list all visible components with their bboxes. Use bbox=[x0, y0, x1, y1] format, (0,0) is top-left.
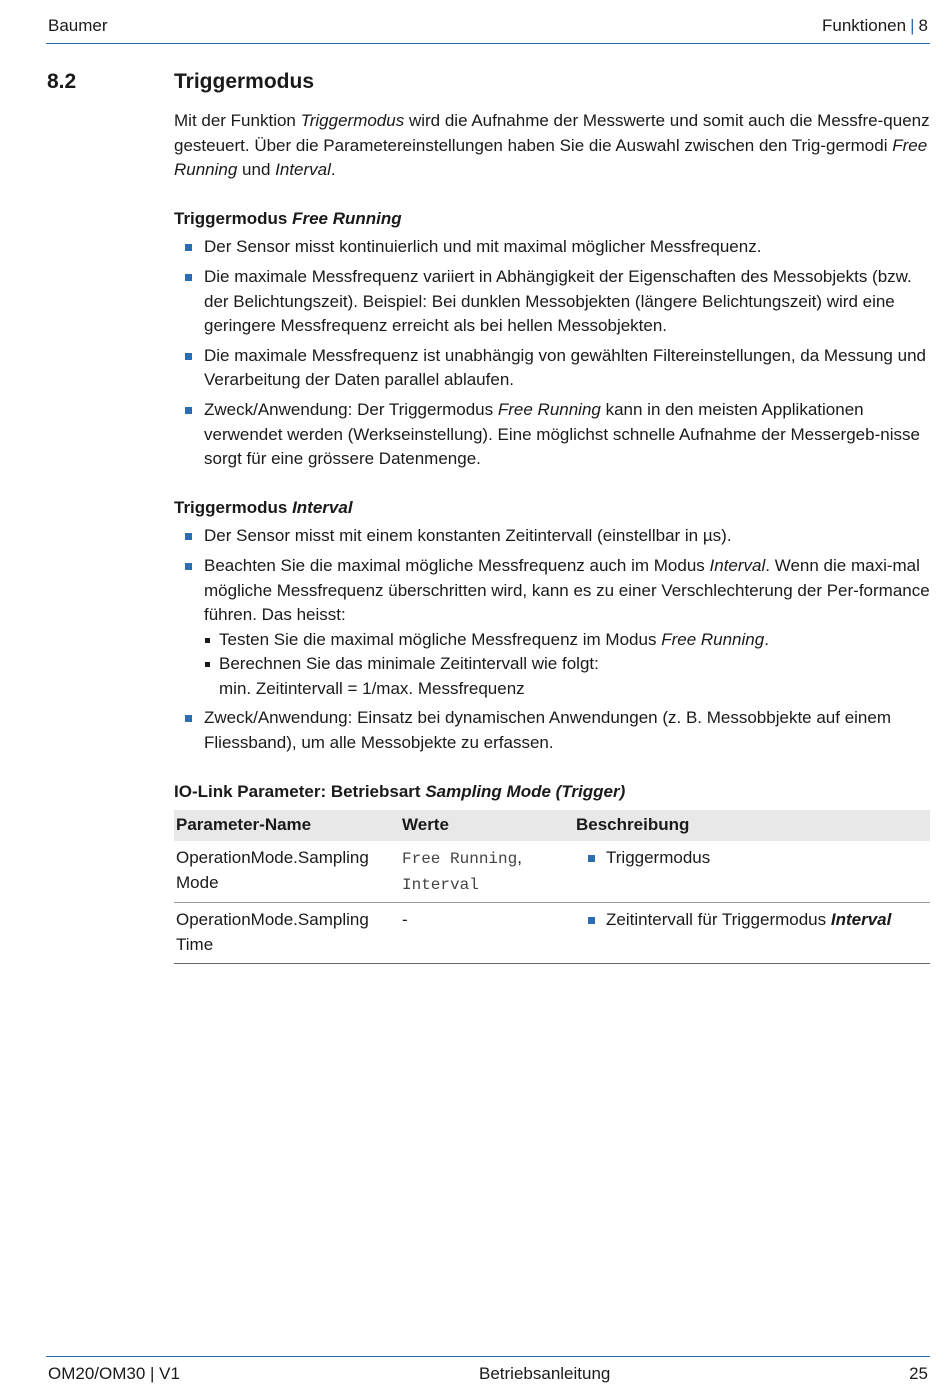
parameter-values-cell bbox=[400, 903, 574, 963]
bullet-icon bbox=[185, 244, 192, 251]
section-number: 8.2 bbox=[47, 70, 77, 93]
interval-heading bbox=[174, 496, 930, 521]
parameter-description-cell bbox=[574, 903, 930, 963]
value-text: Interval bbox=[402, 875, 479, 894]
interval-list bbox=[174, 524, 930, 755]
footer-title: Betriebsanleitung bbox=[479, 1364, 611, 1383]
list-item-text: Die maximale Messfrequenz ist unabhängig von gewählten Filtereinstellungen, da Messung und Verarbeitung der Daten parallel ablaufen. bbox=[204, 345, 926, 390]
column-header: Werte bbox=[400, 810, 574, 841]
heading-text: Triggermodus bbox=[174, 497, 293, 517]
list-item bbox=[174, 235, 930, 260]
sub-bullet-icon bbox=[205, 662, 210, 667]
sub-bullet-icon bbox=[205, 638, 210, 643]
intro-text: und bbox=[237, 160, 276, 180]
header-brand: Baumer bbox=[48, 16, 108, 35]
interval-sublist bbox=[204, 628, 930, 702]
intro-text: wird die Aufnahme der Messwerte und somit auch die Messfre-quenz gesteuert. Über die Parametereinstellungen haben Sie die Auswahl zwischen den Trig-germodi bbox=[174, 111, 930, 155]
parameter-values-cell bbox=[400, 841, 574, 903]
parameter-table bbox=[174, 810, 930, 963]
list-item-text: Zweck/Anwendung: Einsatz bei dynamischen Anwendungen (z. B. Messobbjekte auf einem Fliessband), um alle Messobjekte zu erfassen. bbox=[204, 708, 892, 753]
list-item bbox=[174, 398, 930, 472]
column-header: Parameter-Name bbox=[174, 810, 400, 841]
list-item bbox=[174, 344, 930, 393]
iolink-heading bbox=[174, 780, 930, 805]
description-text: Zeitintervall für Triggermodus bbox=[606, 910, 831, 930]
bullet-icon bbox=[185, 407, 192, 414]
description-item bbox=[576, 908, 928, 933]
table-header-row bbox=[174, 810, 930, 841]
description-item bbox=[576, 846, 928, 871]
page-footer bbox=[46, 1356, 930, 1387]
section-title: Triggermodus bbox=[174, 70, 315, 93]
intro-term: Free Running bbox=[174, 135, 928, 180]
parameter-name-cell: OperationMode.Sampling Time bbox=[174, 903, 400, 963]
bullet-icon bbox=[588, 855, 595, 862]
header-chapter-number: 8 bbox=[918, 16, 928, 35]
bullet-icon bbox=[185, 715, 192, 722]
list-item-text: Der Sensor misst kontinuierlich und mit maximal möglicher Messfrequenz. bbox=[204, 237, 762, 257]
parameter-description-cell bbox=[574, 841, 930, 903]
intro-paragraph bbox=[174, 109, 930, 183]
sub-list-item-text: Testen Sie die maximal mögliche Messfrequenz im Modus bbox=[219, 629, 662, 649]
header-separator: | bbox=[910, 16, 915, 35]
list-item-text: Zweck/Anwendung: Der Triggermodus bbox=[204, 399, 498, 419]
free-running-list bbox=[174, 235, 930, 471]
sub-list-item-text: Berechnen Sie das minimale Zeitintervall wie folgt: bbox=[219, 654, 599, 674]
sub-list-item bbox=[204, 652, 930, 701]
heading-text: Triggermodus bbox=[174, 208, 293, 228]
description-term: Interval bbox=[830, 910, 892, 930]
sub-list-item-term: Free Running bbox=[661, 629, 765, 649]
list-item bbox=[174, 265, 930, 339]
heading-term: Free Running bbox=[292, 208, 402, 228]
description-text: Triggermodus bbox=[606, 848, 711, 868]
footer-document-id: OM20/OM30 | V1 bbox=[48, 1364, 180, 1383]
sub-list-item-text: . bbox=[764, 629, 769, 649]
formula-text: min. Zeitintervall = 1/max. Messfrequenz bbox=[219, 678, 525, 698]
intro-text: Mit der Funktion bbox=[174, 111, 301, 130]
list-item bbox=[174, 554, 930, 702]
bullet-icon bbox=[588, 917, 595, 924]
bullet-icon bbox=[185, 274, 192, 281]
list-item bbox=[174, 706, 930, 755]
header-chapter-title: Funktionen bbox=[821, 16, 907, 35]
page-content bbox=[174, 109, 930, 964]
list-item-term: Free Running bbox=[497, 399, 601, 419]
heading-term: Sampling Mode (Trigger) bbox=[425, 781, 626, 801]
bullet-icon bbox=[185, 533, 192, 540]
page-header bbox=[46, 14, 930, 44]
footer-page-number: 25 bbox=[909, 1364, 928, 1383]
list-item-text: Der Sensor misst mit einem konstanten Zeitintervall (einstellbar in µs). bbox=[204, 526, 732, 546]
value-text: - bbox=[402, 910, 408, 930]
list-item-text: . Wenn die maxi-mal mögliche Messfrequenz überschritten wird, kann es zu einer Verschlechterung der Per-formance führen. Das heisst: bbox=[204, 555, 930, 625]
parameter-name-cell: OperationMode.Sampling Mode bbox=[174, 841, 400, 903]
sub-list-item bbox=[204, 628, 930, 653]
bullet-icon bbox=[185, 353, 192, 360]
heading-term: Interval bbox=[292, 497, 353, 517]
list-item-text: kann in den meisten Applikationen verwendet werden (Werkseinstellung). Eine möglichst schnelle Aufnahme der Messergeb-nisse sorgt für eine grössere Datenmenge. bbox=[204, 399, 920, 469]
bullet-icon bbox=[185, 563, 192, 570]
list-item bbox=[174, 524, 930, 549]
intro-term: Triggermodus bbox=[300, 111, 405, 130]
list-item-term: Interval bbox=[709, 555, 766, 575]
table-row bbox=[174, 903, 930, 963]
value-text: Free Running bbox=[402, 850, 518, 869]
intro-term: Interval bbox=[275, 160, 331, 180]
table-row bbox=[174, 841, 930, 903]
header-chapter bbox=[822, 16, 928, 36]
intro-text: . bbox=[330, 160, 336, 180]
value-separator: , bbox=[517, 848, 522, 868]
list-item-text: Beachten Sie die maximal mögliche Messfrequenz auch im Modus bbox=[204, 555, 710, 575]
heading-text: IO-Link Parameter: Betriebsart bbox=[174, 781, 426, 801]
free-running-heading bbox=[174, 207, 930, 232]
column-header: Beschreibung bbox=[574, 810, 930, 841]
list-item-text: Die maximale Messfrequenz variiert in Abhängigkeit der Eigenschaften des Messobjekts (bzw. der Belichtungszeit). Beispiel: Bei dunklen Messobjekten (längere Belichtungszeit) wird eine geringere Messfrequenz erreicht als bei hellen Messobjekten. bbox=[204, 266, 912, 336]
